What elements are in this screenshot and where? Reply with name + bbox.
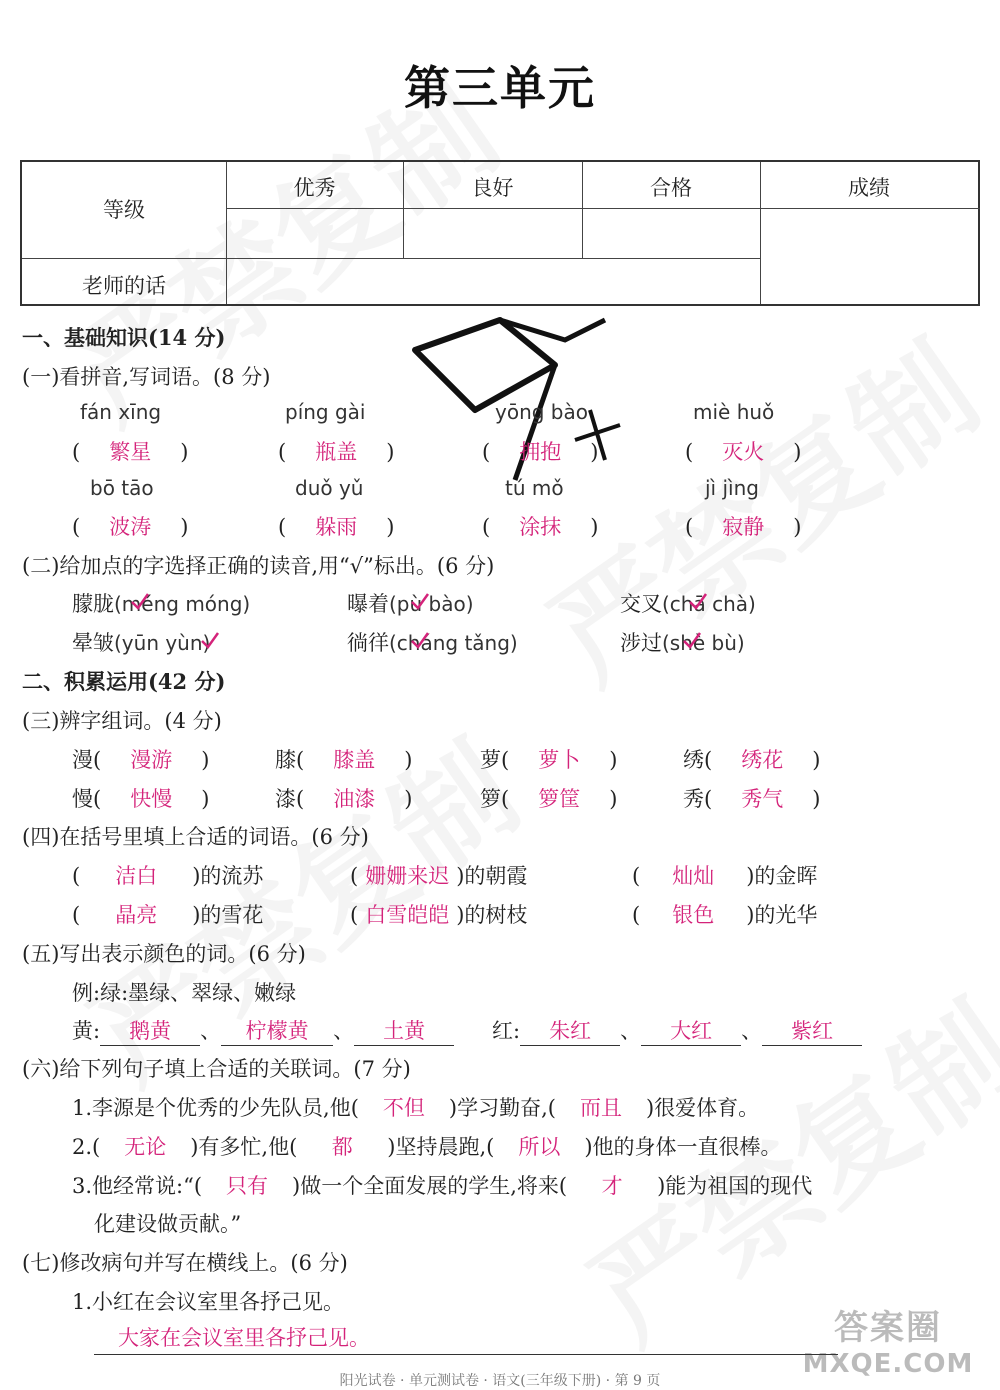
q4-item-5: ( 白雪皑皑 )的树枝 bbox=[350, 899, 527, 929]
q3-char: 漆 bbox=[275, 787, 296, 811]
q2-options: (chā chà) bbox=[662, 592, 756, 616]
q1-pinyin-4: miè huǒ bbox=[693, 400, 775, 424]
score-label: 成绩 bbox=[848, 176, 890, 200]
grade-table bbox=[20, 160, 980, 306]
check-mark-icon bbox=[200, 631, 220, 651]
q6-sentence-2 bbox=[72, 1131, 782, 1161]
q1-pinyin-2: píng gài bbox=[285, 400, 366, 424]
check-mark-icon bbox=[410, 592, 430, 612]
q3-item-2: 膝( 膝盖 ) bbox=[275, 744, 412, 774]
q6-answer: 都 bbox=[331, 1135, 353, 1159]
red-answer-3: 紫红 bbox=[762, 1015, 862, 1046]
yellow-answer-1: 鹅黄 bbox=[100, 1015, 200, 1046]
q3-answer: 箩筐 bbox=[538, 787, 581, 811]
text: )很爱体育。 bbox=[645, 1096, 760, 1120]
q1-pinyin-6: duǒ yǔ bbox=[295, 476, 364, 500]
q1-answer-box-1: ( 繁星 ) bbox=[72, 436, 188, 466]
q4-item-6: ( 银色 )的光华 bbox=[632, 899, 817, 929]
q2-options: (méng móng) bbox=[114, 592, 251, 616]
text: 1.李源是个优秀的少先队员,他( bbox=[72, 1096, 359, 1120]
q3-item-8: 秀( 秀气 ) bbox=[683, 783, 820, 813]
yellow-answer-3: 土黄 bbox=[354, 1015, 454, 1046]
q3-item-7: 箩( 箩筐 ) bbox=[480, 783, 617, 813]
q3-char: 漫 bbox=[72, 748, 93, 772]
page-title: 第三单元 bbox=[404, 61, 596, 115]
q1-answer-8: 寂静 bbox=[722, 515, 765, 539]
yellow-answer-2: 柠檬黄 bbox=[221, 1015, 333, 1046]
q1-answer-5: 波涛 bbox=[109, 515, 152, 539]
q1-pinyin-7: tú mǒ bbox=[505, 476, 564, 500]
q3-answer: 快慢 bbox=[130, 787, 173, 811]
logo-top: 答案圈 bbox=[834, 1308, 942, 1348]
q2-options: (cháng tǎng) bbox=[389, 631, 518, 655]
q5-red-row: 红: 朱红 、 大红 、 紫红 bbox=[492, 1015, 862, 1046]
logo-bottom: MXQE.COM bbox=[802, 1349, 974, 1379]
q4-suffix: 的树枝 bbox=[464, 903, 528, 927]
q1-pinyin-8: jì jìng bbox=[705, 476, 759, 500]
q1-answer-6: 躲雨 bbox=[315, 515, 358, 539]
q6-answer: 只有 bbox=[226, 1174, 269, 1198]
q3-answer: 膝盖 bbox=[333, 748, 376, 772]
q6-sentence-3 bbox=[72, 1170, 812, 1200]
q3-char: 慢 bbox=[72, 787, 93, 811]
q3-answer: 漫游 bbox=[130, 748, 173, 772]
section1-heading: 一、基础知识(14 分) bbox=[22, 325, 226, 350]
q3-answer: 萝卜 bbox=[538, 748, 581, 772]
text: 3.他经常说:“( bbox=[72, 1174, 203, 1198]
level-excellent: 优秀 bbox=[293, 176, 336, 200]
q7-sentence: 1.小红在会议室里各抒己见。 bbox=[72, 1290, 345, 1314]
q1-answer-7: 涂抹 bbox=[519, 515, 562, 539]
check-mark-icon bbox=[410, 631, 430, 651]
q1-answer-box-5: ( 波涛 ) bbox=[72, 511, 188, 541]
q4-item-2: ( 姗姗来迟 )的朝霞 bbox=[350, 860, 527, 890]
q2-item-5 bbox=[347, 627, 518, 657]
q4-answer: 银色 bbox=[672, 903, 715, 927]
red-label: 红: bbox=[492, 1019, 521, 1043]
yellow-label: 黄: bbox=[72, 1019, 101, 1043]
q6-answer: 不但 bbox=[382, 1096, 425, 1120]
q6-sentence-3-cont: 化建设做贡献。” bbox=[94, 1212, 242, 1236]
q1-answer-box-2: ( 瓶盖 ) bbox=[278, 436, 394, 466]
q2-item-1 bbox=[72, 588, 250, 618]
q2-word: 交叉 bbox=[620, 592, 662, 616]
q1-answer-box-4: ( 灭火 ) bbox=[685, 436, 801, 466]
table-divider bbox=[226, 208, 980, 209]
q3-char: 箩 bbox=[480, 787, 501, 811]
q1-pinyin-3: yōng bào bbox=[495, 400, 588, 424]
q4-suffix: 的雪花 bbox=[200, 903, 264, 927]
level-pass: 合格 bbox=[650, 176, 692, 200]
q1-answer-3: 拥抱 bbox=[519, 440, 562, 464]
q4-suffix: 的金晖 bbox=[754, 864, 818, 888]
text: 2.( bbox=[72, 1135, 101, 1159]
red-answer-1: 朱红 bbox=[520, 1015, 620, 1046]
q6-heading: (六)给下列句子填上合适的关联词。(7 分) bbox=[22, 1057, 411, 1081]
text: )能为祖国的现代 bbox=[657, 1174, 813, 1198]
q3-char: 萝 bbox=[480, 748, 501, 772]
check-mark-icon bbox=[688, 592, 708, 612]
teacher-comment-label: 老师的话 bbox=[82, 274, 166, 298]
q6-answer: 所以 bbox=[518, 1135, 561, 1159]
q7-heading: (七)修改病句并写在横线上。(6 分) bbox=[22, 1251, 348, 1275]
q3-char: 膝 bbox=[275, 748, 296, 772]
q4-suffix: 的光华 bbox=[754, 903, 818, 927]
q3-char: 绣 bbox=[683, 748, 704, 772]
q2-word: 晕皱 bbox=[72, 631, 114, 655]
q3-answer: 油漆 bbox=[333, 787, 376, 811]
q1-pinyin-5: bō tāo bbox=[90, 476, 154, 500]
page-footer: 阳光试卷 · 单元测试卷 · 语文(三年级下册) · 第 9 页 bbox=[339, 1373, 661, 1389]
q4-item-1: ( 洁白 )的流苏 bbox=[72, 860, 263, 890]
q2-options: (shè bù) bbox=[662, 631, 745, 655]
q2-word: 曝着 bbox=[347, 592, 389, 616]
q2-word: 朦胧 bbox=[72, 592, 114, 616]
q1-answer-4: 灭火 bbox=[722, 440, 765, 464]
q4-suffix: 的流苏 bbox=[200, 864, 264, 888]
q2-word: 涉过 bbox=[620, 631, 662, 655]
q1-answer-box-7: ( 涂抹 ) bbox=[482, 511, 598, 541]
q2-item-4 bbox=[72, 627, 210, 657]
check-mark-icon bbox=[130, 592, 150, 612]
q6-sentence-1 bbox=[72, 1092, 759, 1122]
q1-answer-box-3: ( 拥抱 ) bbox=[482, 436, 598, 466]
q1-heading: (一)看拼音,写词语。(8 分) bbox=[22, 365, 271, 389]
q2-heading: (二)给加点的字选择正确的读音,用“√”标出。(6 分) bbox=[22, 554, 495, 578]
q1-answer-2: 瓶盖 bbox=[315, 440, 358, 464]
q5-example: 例:绿:墨绿、翠绿、嫩绿 bbox=[72, 981, 297, 1005]
q6-answer: 才 bbox=[601, 1174, 623, 1198]
q3-answer: 秀气 bbox=[741, 787, 784, 811]
q4-suffix: 的朝霞 bbox=[464, 864, 528, 888]
q3-item-1: 漫( 漫游 ) bbox=[72, 744, 209, 774]
q1-answer-1: 繁星 bbox=[109, 440, 152, 464]
q7-answer-line: 大家在会议室里各抒己见。 bbox=[94, 1322, 838, 1355]
q3-item-6: 漆( 油漆 ) bbox=[275, 783, 412, 813]
text: )他的身体一直很棒。 bbox=[584, 1135, 782, 1159]
q4-answer: 灿灿 bbox=[672, 864, 715, 888]
text: )有多忙,他( bbox=[190, 1135, 298, 1159]
q5-yellow-row: 黄: 鹅黄 、 柠檬黄 、 土黄 bbox=[72, 1015, 454, 1046]
q3-item-5: 慢( 快慢 ) bbox=[72, 783, 209, 813]
q1-pinyin-1: fán xīng bbox=[80, 400, 162, 424]
q3-item-4: 绣( 绣花 ) bbox=[683, 744, 820, 774]
q2-options: (yūn yùn) bbox=[114, 631, 211, 655]
q4-answer: 姗姗来迟 bbox=[365, 864, 450, 888]
section2-heading: 二、积累运用(42 分) bbox=[22, 669, 226, 694]
q4-item-4: ( 晶亮 )的雪花 bbox=[72, 899, 263, 929]
q2-options: (pù bào) bbox=[389, 592, 474, 616]
table-divider bbox=[22, 258, 760, 259]
red-answer-2: 大红 bbox=[641, 1015, 741, 1046]
text: )做一个全面发展的学生,将来( bbox=[292, 1174, 568, 1198]
q4-item-3: ( 灿灿 )的金晖 bbox=[632, 860, 817, 890]
q6-answer: 而且 bbox=[579, 1096, 622, 1120]
text: )学习勤奋,( bbox=[448, 1096, 556, 1120]
q1-answer-box-6: ( 躲雨 ) bbox=[278, 511, 394, 541]
site-logo bbox=[788, 1300, 988, 1380]
q4-answer: 晶亮 bbox=[115, 903, 158, 927]
q3-item-3: 萝( 萝卜 ) bbox=[480, 744, 617, 774]
check-mark-icon bbox=[682, 631, 702, 651]
q6-answer: 无论 bbox=[124, 1135, 167, 1159]
q5-heading: (五)写出表示颜色的词。(6 分) bbox=[22, 942, 306, 966]
q4-answer: 洁白 bbox=[115, 864, 158, 888]
q2-word: 徜徉 bbox=[347, 631, 389, 655]
q4-answer: 白雪皑皑 bbox=[365, 903, 450, 927]
q3-answer: 绣花 bbox=[741, 748, 784, 772]
level-good: 良好 bbox=[471, 176, 514, 200]
q3-heading: (三)辨字组词。(4 分) bbox=[22, 709, 222, 733]
text: )坚持晨跑,( bbox=[387, 1135, 495, 1159]
q4-heading: (四)在括号里填上合适的词语。(6 分) bbox=[22, 825, 369, 849]
level-label: 等级 bbox=[103, 198, 145, 222]
q3-char: 秀 bbox=[683, 787, 704, 811]
q1-answer-box-8: ( 寂静 ) bbox=[685, 511, 801, 541]
